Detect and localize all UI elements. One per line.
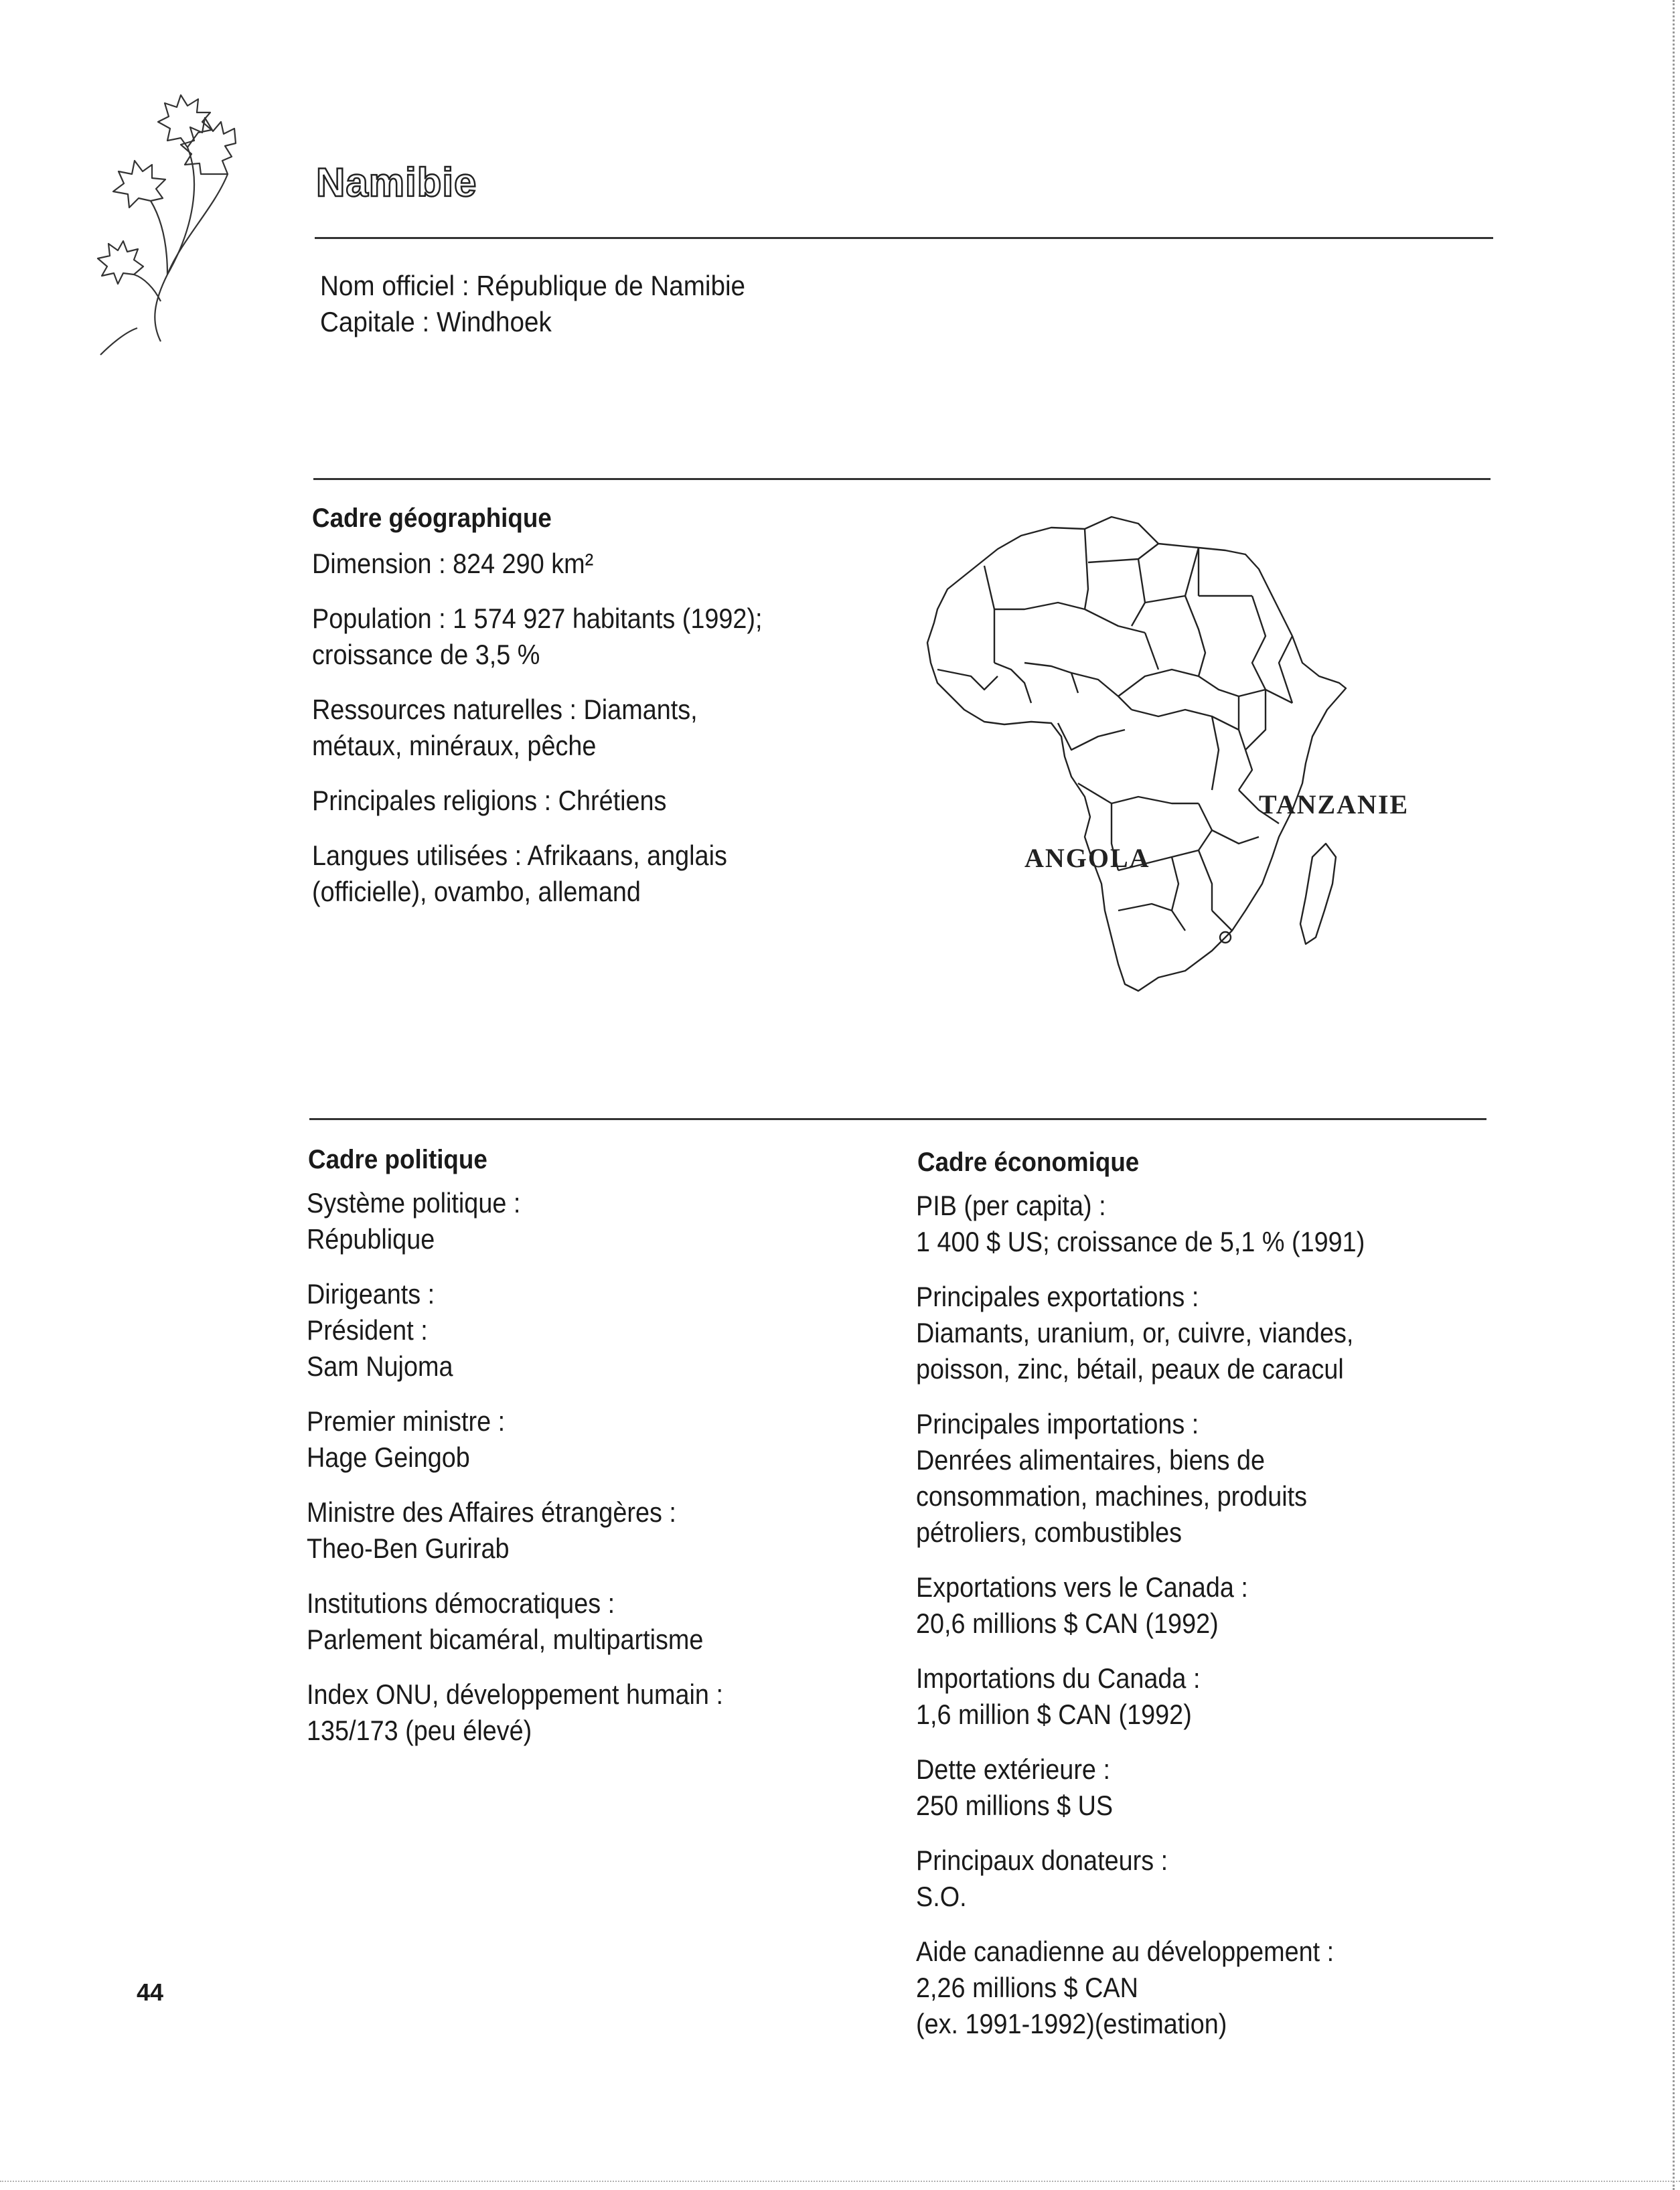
capital-value: Windhoek (436, 306, 552, 337)
politics-item-leaders (307, 1276, 723, 1385)
economy-line: S.O. (916, 1881, 967, 1912)
politics-line: Président : (307, 1314, 428, 1346)
map-label-angola: ANGOLA (1024, 843, 1150, 873)
politics-line: Premier ministre : (307, 1405, 506, 1437)
page-title: Namibie (316, 160, 477, 205)
maple-leaf-ornament (87, 74, 261, 348)
map-label-tanzania: TANZANIE (1259, 789, 1409, 819)
politics-item-fm (307, 1494, 723, 1567)
economy-line: pétroliers, combustibles (916, 1516, 1182, 1548)
politics-line: Système politique : (307, 1187, 521, 1219)
politics-line: République (307, 1223, 435, 1255)
economy-item-imports-canada (916, 1660, 1365, 1733)
geo-divider (313, 478, 1491, 480)
politics-item-hdi (307, 1676, 723, 1749)
politics-item-pm (307, 1403, 723, 1476)
politics-line: 135/173 (peu élevé) (307, 1715, 532, 1746)
official-name-value: République de Namibie (476, 270, 746, 301)
geo-dimension: Dimension : 824 290 km² (312, 548, 594, 579)
politics-heading: Cadre politique (308, 1145, 487, 1174)
politics-line: Hage Geingob (307, 1441, 470, 1473)
economy-line: Dette extérieure : (916, 1753, 1110, 1785)
economy-line: Principaux donateurs : (916, 1845, 1168, 1876)
geo-resources-cont: métaux, minéraux, pêche (312, 730, 597, 761)
politics-line: Index ONU, développement humain : (307, 1678, 723, 1710)
economy-item-donors (916, 1843, 1365, 1915)
politics-line: Sam Nujoma (307, 1350, 453, 1382)
economy-line: Importations du Canada : (916, 1662, 1201, 1694)
politics-item-system (307, 1185, 723, 1257)
economy-line: Aide canadienne au développement : (916, 1936, 1334, 1967)
politics-line: Dirigeants : (307, 1278, 435, 1310)
economy-line: Denrées alimentaires, biens de (916, 1444, 1266, 1476)
geo-religions: Principales religions : Chrétiens (312, 785, 667, 816)
economy-line: PIB (per capita) : (916, 1190, 1106, 1221)
politics-item-institutions (307, 1585, 723, 1658)
politics-line: Ministre des Affaires étrangères : (307, 1496, 676, 1528)
title-divider (315, 237, 1493, 239)
capital (320, 304, 552, 340)
geo-languages: Langues utilisées : Afrikaans, anglais (312, 840, 727, 871)
economy-line: consommation, machines, produits (916, 1480, 1308, 1512)
politics-line: Parlement bicaméral, multipartisme (307, 1624, 704, 1655)
official-name-label: Nom officiel : (320, 270, 469, 301)
economy-line: 2,26 millions $ CAN (916, 1972, 1138, 2003)
scan-edge-bottom (0, 2181, 1680, 2182)
geo-population-growth: croissance de 3,5 % (312, 639, 540, 670)
politics-line: Theo-Ben Gurirab (307, 1533, 510, 1564)
economy-item-aid (916, 1934, 1365, 2042)
economy-item-exports (916, 1279, 1365, 1387)
economy-item-gdp (916, 1188, 1365, 1260)
economy-line: Principales importations : (916, 1408, 1199, 1439)
africa-map (917, 509, 1409, 1018)
geo-heading: Cadre géographique (312, 503, 552, 533)
geo-population: Population : 1 574 927 habitants (1992); (312, 603, 763, 634)
economy-item-imports (916, 1406, 1365, 1551)
economy-line: 1,6 million $ CAN (1992) (916, 1699, 1192, 1730)
geo-languages-cont: (officielle), ovambo, allemand (312, 876, 641, 907)
economy-line: Exportations vers le Canada : (916, 1571, 1248, 1603)
politics-line: Institutions démocratiques : (307, 1587, 615, 1619)
economy-item-debt (916, 1751, 1365, 1824)
page-number: 44 (137, 1978, 164, 2006)
economy-block (916, 1188, 1365, 2061)
economy-heading: Cadre économique (917, 1148, 1140, 1177)
economy-line: (ex. 1991-1992)(estimation) (916, 2008, 1227, 2039)
official-name (320, 268, 745, 304)
economy-line: Principales exportations : (916, 1281, 1199, 1312)
economy-item-exports-canada (916, 1569, 1365, 1642)
geo-block (312, 546, 763, 929)
economy-line: poisson, zinc, bétail, peaux de caracul (916, 1353, 1344, 1385)
economy-line: Diamants, uranium, or, cuivre, viandes, (916, 1317, 1354, 1348)
capital-label: Capitale : (320, 306, 430, 337)
scan-edge-right (1673, 0, 1675, 2190)
economy-line: 1 400 $ US; croissance de 5,1 % (1991) (916, 1226, 1365, 1257)
geo-resources: Ressources naturelles : Diamants, (312, 694, 698, 725)
politics-block (307, 1185, 723, 1768)
economy-line: 20,6 millions $ CAN (1992) (916, 1608, 1219, 1639)
politics-economy-divider (309, 1118, 1486, 1120)
economy-line: 250 millions $ US (916, 1790, 1114, 1821)
